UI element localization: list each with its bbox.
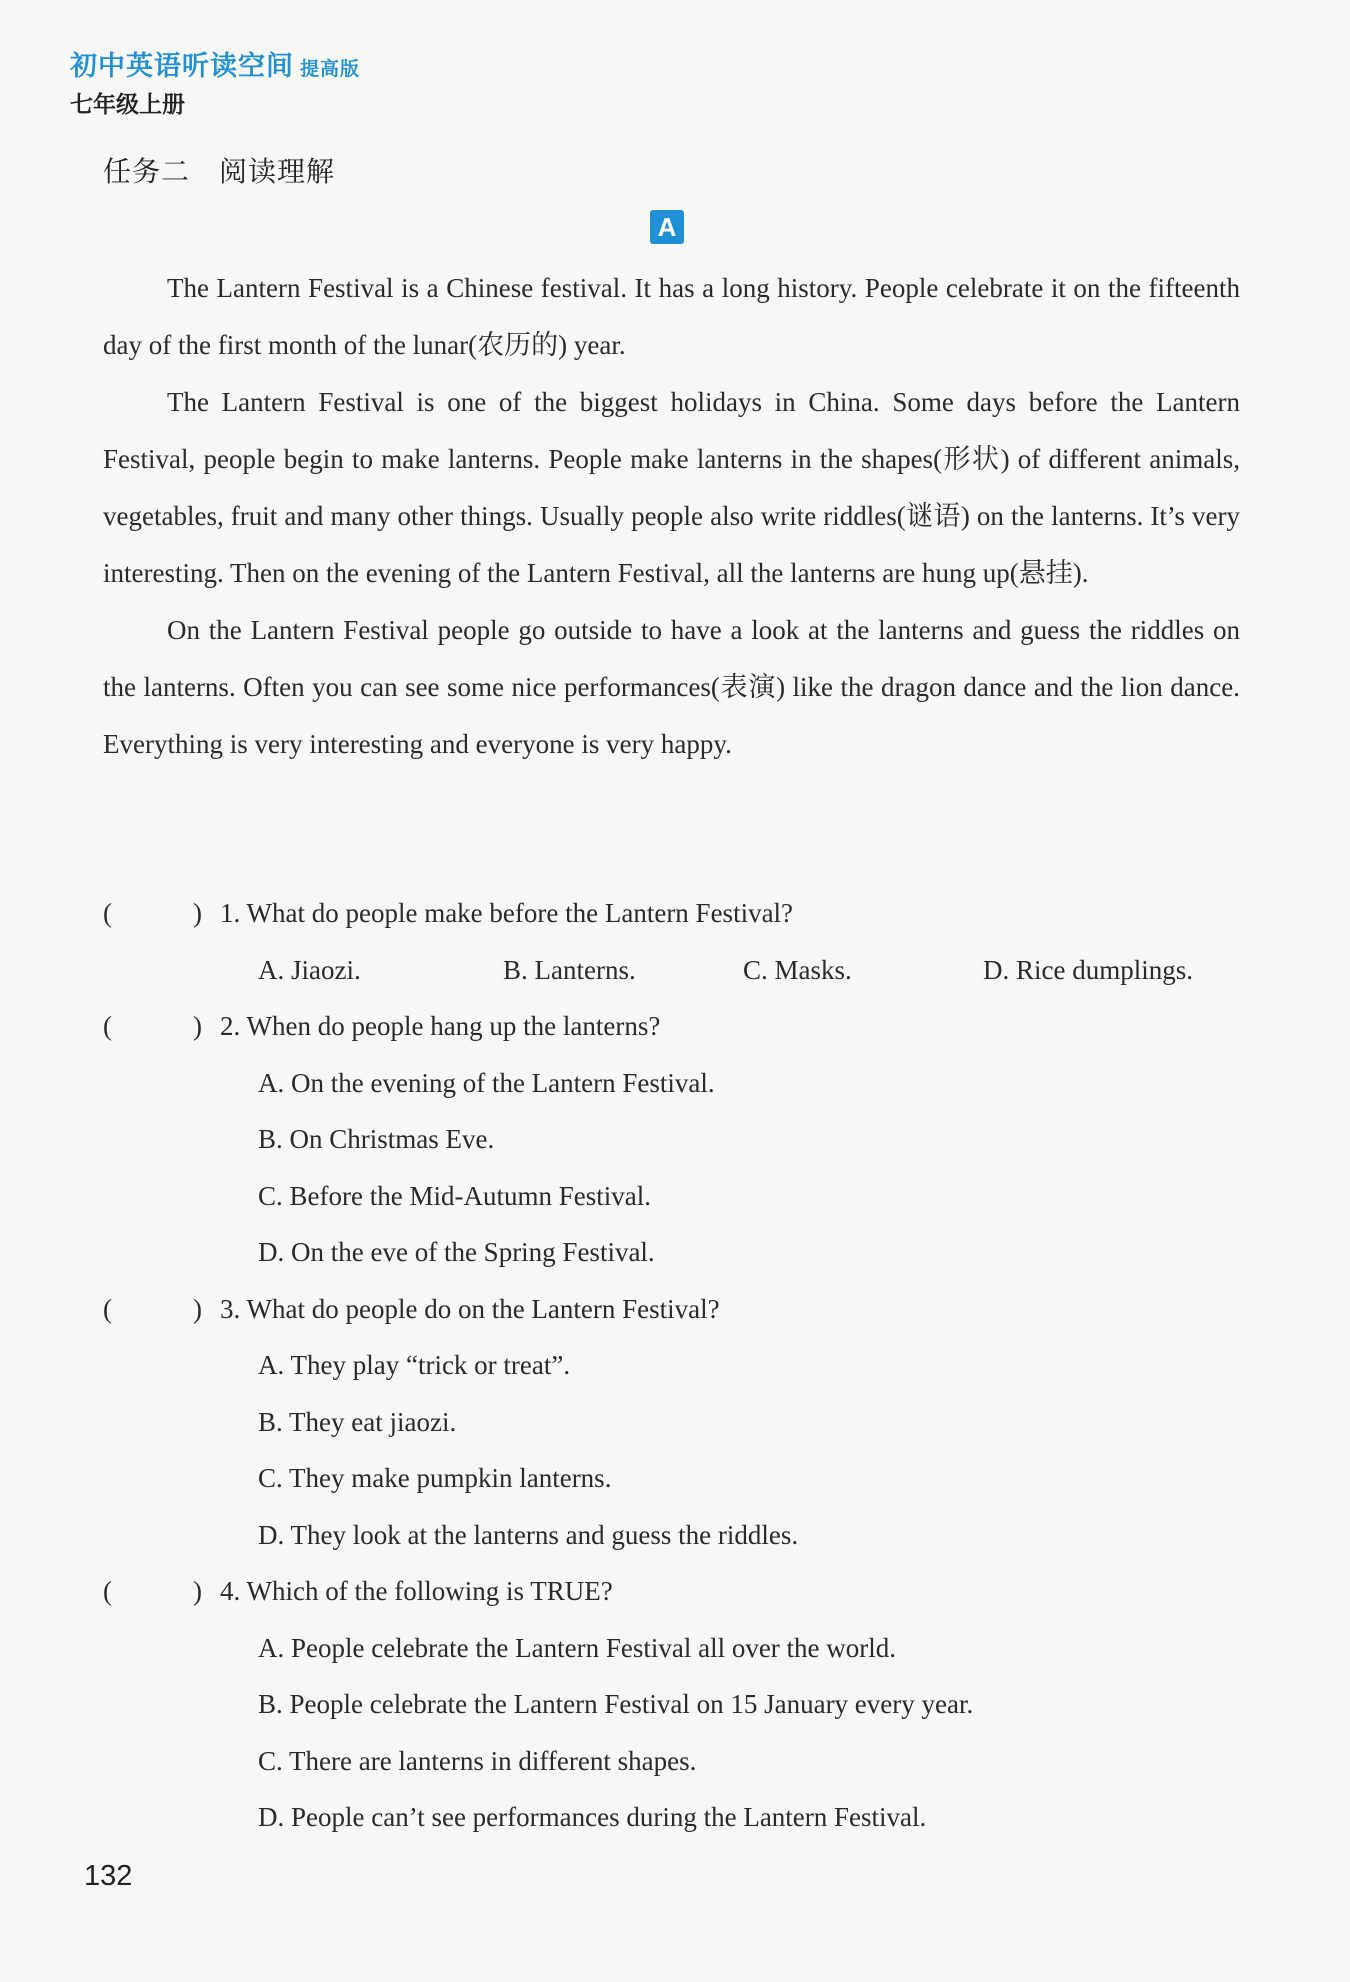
page-number: 132 (84, 1860, 133, 1892)
question-3-options (103, 1337, 1240, 1563)
question-text: 2. When do people hang up the lanterns? (220, 1011, 661, 1041)
question-3 (103, 1281, 1240, 1338)
passage-paragraph: The Lantern Festival is a Chinese festival. It has a long history. People celebrate it on the fifteenth day of the first month of the lunar(农历的) year. (103, 273, 1240, 360)
option-c: C. Masks. (743, 954, 852, 985)
passage-paragraph: On the Lantern Festival people go outside to have a look at the lanterns and guess the riddles on the lanterns. Often you can see some nice performances(表演) like the dragon dance and the lion dance. Everything is very interesting and everyone is very happy. (103, 615, 1240, 759)
answer-blank[interactable]: ( ) (103, 1293, 202, 1324)
question-4-options (103, 1620, 1240, 1846)
option-b: B. People celebrate the Lantern Festival on 15 January every year. (258, 1689, 974, 1719)
option-d: D. People can’t see performances during the Lantern Festival. (258, 1802, 927, 1832)
reading-passage (103, 260, 1240, 773)
option-a: A. They play “trick or treat”. (258, 1350, 571, 1380)
question-2 (103, 998, 1240, 1055)
question-text: 3. What do people do on the Lantern Festival? (220, 1293, 720, 1324)
option-d: D. On the eve of the Spring Festival. (258, 1237, 655, 1267)
question-1 (103, 885, 1240, 942)
edition-label: 提高版 (300, 58, 361, 80)
question-4 (103, 1563, 1240, 1620)
question-list (103, 885, 1240, 1846)
option-a: A. People celebrate the Lantern Festival all over the world. (258, 1632, 897, 1663)
question-2-options (103, 1055, 1240, 1281)
option-b: B. On Christmas Eve. (258, 1124, 495, 1154)
passage-label-badge: A (650, 210, 684, 244)
option-c: C. There are lanterns in different shapes. (258, 1745, 697, 1776)
question-text: 1. What do people make before the Lantern Festival? (220, 898, 794, 928)
book-title-text: 初中英语听读空间 (70, 51, 294, 82)
option-c: C. Before the Mid-Autumn Festival. (258, 1180, 651, 1211)
option-c: C. They make pumpkin lanterns. (258, 1463, 612, 1493)
book-title (70, 44, 360, 83)
option-d: D. Rice dumplings. (983, 954, 1193, 985)
passage-paragraph: The Lantern Festival is one of the biggest holidays in China. Some days before the Lantern Festival, people begin to make lanterns. People make lanterns in the shapes(形状) of different animals, vegetables, fruit and many other things. Usually people also write riddles(谜语) on the lanterns. It’s very interesting. Then on the evening of the Lantern Festival, all the lanterns are hung up(悬挂). (103, 387, 1240, 588)
question-1-options (103, 942, 1240, 999)
section-title: 任务二 阅读理解 (103, 155, 336, 188)
question-text: 4. Which of the following is TRUE? (220, 1576, 613, 1606)
grade-label: 七年级上册 (70, 91, 185, 118)
option-b: B. Lanterns. (503, 954, 636, 985)
answer-blank[interactable]: ( ) (103, 1576, 202, 1606)
option-a: A. On the evening of the Lantern Festival. (258, 1067, 715, 1098)
option-d: D. They look at the lanterns and guess the riddles. (258, 1519, 799, 1550)
answer-blank[interactable]: ( ) (103, 898, 202, 928)
option-b: B. They eat jiaozi. (258, 1406, 457, 1437)
answer-blank[interactable]: ( ) (103, 1011, 202, 1041)
option-a: A. Jiaozi. (258, 954, 361, 985)
